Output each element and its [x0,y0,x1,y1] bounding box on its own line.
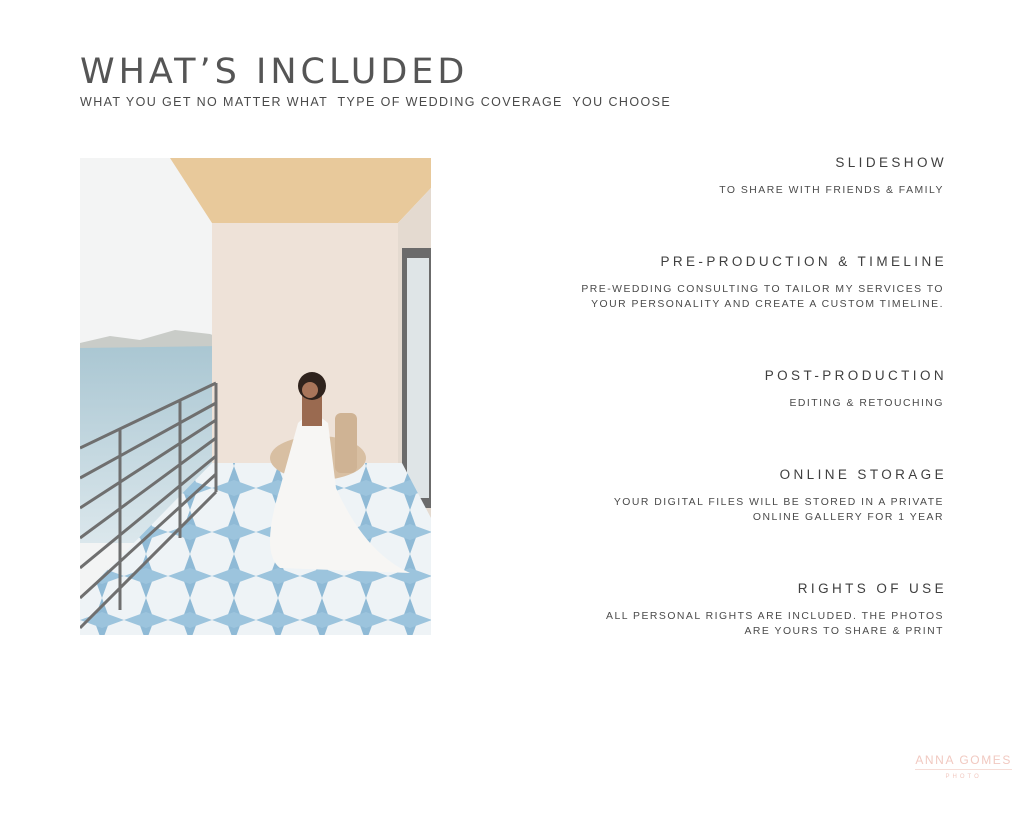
feature-slideshow [524,155,947,198]
feature-description: YOUR DIGITAL FILES WILL BE STORED IN A PRIVATE ONLINE GALLERY FOR 1 YEAR [613,497,944,523]
watermark-sub: PHOTO [945,774,982,780]
feature-title: POST-PRODUCTION [764,368,947,383]
watermark-name: ANNA GOMES [915,753,1012,770]
feature-description: TO SHARE WITH FRIENDS & FAMILY [719,185,944,196]
page-subtitle: WHAT YOU GET NO MATTER WHAT TYPE OF WEDDING COVERAGE YOU CHOOSE [80,95,672,109]
feature-post-production [524,368,947,411]
feature-description: EDITING & RETOUCHING [789,398,944,409]
page-title: WHAT’S INCLUDED [80,52,469,92]
bride-on-balcony-photo [80,158,431,635]
feature-rights-of-use [524,581,947,639]
watermark-logo [915,753,1012,780]
feature-title: ONLINE STORAGE [779,467,947,482]
feature-description: PRE-WEDDING CONSULTING TO TAILOR MY SERVICES TO YOUR PERSONALITY AND CREATE A CUSTOM TIMELINE. [581,284,944,310]
feature-online-storage [524,467,947,525]
feature-title: RIGHTS OF USE [797,581,947,596]
feature-title: SLIDESHOW [835,155,947,170]
feature-title: PRE-PRODUCTION & TIMELINE [660,254,947,269]
feature-description: ALL PERSONAL RIGHTS ARE INCLUDED. THE PHOTOS ARE YOURS TO SHARE & PRINT [606,611,944,637]
feature-pre-production [524,254,947,312]
